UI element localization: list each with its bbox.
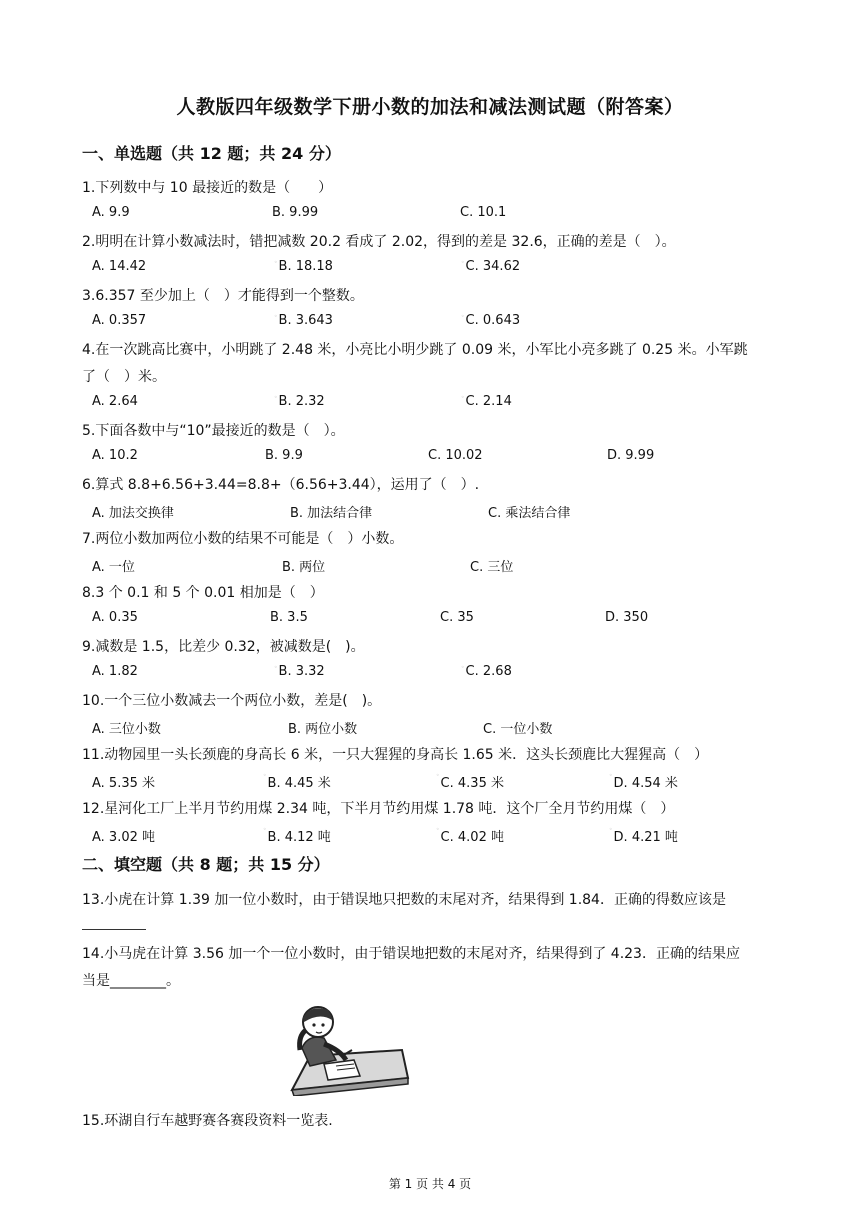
q5-option-b: B. 9.9 bbox=[265, 448, 303, 463]
q11-option-d: ◦D. 4.54 米 bbox=[609, 772, 678, 791]
q8-option-c: C. 35 bbox=[440, 610, 474, 625]
q12-option-c: ◦C. 4.02 吨 bbox=[436, 826, 504, 845]
tick-mark-icon: ◦ bbox=[274, 394, 278, 401]
q3-option-b: ◦B. 3.643 bbox=[274, 313, 333, 328]
section-heading-single-choice: 一、单选题（共 12 题；共 24 分） bbox=[82, 144, 341, 163]
q12-option-a: A. 3.02 吨 bbox=[92, 830, 156, 845]
q12-option-b: ◦B. 4.12 吨 bbox=[263, 826, 331, 845]
question-2: 2.明明在计算小数减法时，错把减数 20.2 看成了 2.02，得到的差是 32.6，正确的差是（ ）。 bbox=[82, 234, 676, 250]
tick-mark-icon: ◦ bbox=[436, 772, 440, 779]
q5-option-d: D. 9.99 bbox=[607, 448, 655, 463]
q11-option-b: ◦B. 4.45 米 bbox=[263, 772, 331, 791]
question-10: 10.一个三位小数减去一个两位小数，差是( )。 bbox=[82, 693, 382, 709]
q2-option-a: A. 14.42 bbox=[92, 259, 147, 274]
q6-option-a: A. 加法交换律 bbox=[92, 506, 174, 521]
q8-option-d: D. 350 bbox=[605, 610, 649, 625]
q4-option-c: ◦C. 2.14 bbox=[461, 394, 512, 409]
q9-option-b: ◦B. 3.32 bbox=[274, 664, 325, 679]
q8-option-b: B. 3.5 bbox=[270, 610, 308, 625]
tick-mark-icon: ◦ bbox=[461, 259, 465, 266]
question-1: 1.下列数中与 10 最接近的数是（ ） bbox=[82, 180, 333, 196]
tick-mark-icon: ◦ bbox=[263, 772, 267, 779]
tick-mark-icon: ◦ bbox=[461, 313, 465, 320]
boy-studying-illustration bbox=[280, 998, 410, 1096]
q11-option-c: ◦C. 4.35 米 bbox=[436, 772, 504, 791]
answer-blank-line bbox=[82, 929, 146, 930]
tick-mark-icon: ◦ bbox=[609, 826, 613, 833]
q5-option-a: A. 10.2 bbox=[92, 448, 138, 463]
q10-option-c: C. 一位小数 bbox=[483, 722, 553, 737]
question-11: 11.动物园里一头长颈鹿的身高长 6 米，一只大猩猩的身高长 1.65 米．这头长颈鹿比大猩猩高（ ） bbox=[82, 747, 709, 763]
q11-option-a: A. 5.35 米 bbox=[92, 776, 156, 791]
question-12: 12.星河化工厂上半月节约用煤 2.34 吨，下半月节约用煤 1.78 吨．这个厂全月节约用煤（ ） bbox=[82, 801, 675, 817]
question-14-line-1: 14.小马虎在计算 3.56 加一个一位小数时，由于错误地把数的末尾对齐，结果得到了 4.23．正确的结果应 bbox=[82, 946, 740, 962]
q6-option-c: C. 乘法结合律 bbox=[488, 506, 571, 521]
question-15: 15.环湖自行车越野赛各赛段资料一览表. bbox=[82, 1113, 333, 1129]
q5-option-c: C. 10.02 bbox=[428, 448, 483, 463]
q9-option-c: ◦C. 2.68 bbox=[461, 664, 512, 679]
q1-option-b: B. 9.99 bbox=[272, 205, 319, 220]
tick-mark-icon: ◦ bbox=[274, 259, 278, 266]
question-4-line-2: 了（ ）米。 bbox=[82, 369, 166, 385]
tick-mark-icon: ◦ bbox=[609, 772, 613, 779]
q4-option-b: ◦B. 2.32 bbox=[274, 394, 325, 409]
q6-option-b: B. 加法结合律 bbox=[290, 506, 373, 521]
q12-option-d: ◦D. 4.21 吨 bbox=[609, 826, 678, 845]
q1-option-c: C. 10.1 bbox=[460, 205, 507, 220]
page-footer: 第 1 页 共 4 页 bbox=[388, 1177, 472, 1191]
question-4-line-1: 4.在一次跳高比赛中，小明跳了 2.48 米，小亮比小明少跳了 0.09 米，小军比小亮多跳了 0.25 米。小军跳 bbox=[82, 342, 748, 358]
question-3: 3.6.357 至少加上（ ）才能得到一个整数。 bbox=[82, 288, 364, 304]
q4-option-a: A. 2.64 bbox=[92, 394, 138, 409]
q7-option-c: C. 三位 bbox=[470, 560, 514, 575]
tick-mark-icon: ◦ bbox=[436, 826, 440, 833]
tick-mark-icon: ◦ bbox=[461, 394, 465, 401]
section-heading-fill-in: 二、填空题（共 8 题；共 15 分） bbox=[82, 855, 330, 874]
question-5: 5.下面各数中与“10”最接近的数是（ ）。 bbox=[82, 423, 345, 439]
q3-option-a: A. 0.357 bbox=[92, 313, 147, 328]
q2-option-b: ◦B. 18.18 bbox=[274, 259, 333, 274]
tick-mark-icon: ◦ bbox=[274, 664, 278, 671]
q8-option-a: A. 0.35 bbox=[92, 610, 138, 625]
document-title: 人教版四年级数学下册小数的加法和减法测试题（附答案） bbox=[176, 96, 684, 118]
q10-option-a: A. 三位小数 bbox=[92, 722, 161, 737]
q9-option-a: A. 1.82 bbox=[92, 664, 138, 679]
question-7: 7.两位小数加两位小数的结果不可能是（ ）小数。 bbox=[82, 531, 404, 547]
question-9: 9.减数是 1.5，比差少 0.32，被减数是( )。 bbox=[82, 639, 365, 655]
q7-option-a: A. 一位 bbox=[92, 560, 135, 575]
question-14-line-2: 当是________。 bbox=[82, 973, 180, 989]
question-6: 6.算式 8.8+6.56+3.44=8.8+（6.56+3.44），运用了（ ）. bbox=[82, 477, 480, 493]
question-8: 8.3 个 0.1 和 5 个 0.01 相加是（ ） bbox=[82, 585, 324, 601]
q1-option-a: A. 9.9 bbox=[92, 205, 130, 220]
q2-option-c: ◦C. 34.62 bbox=[461, 259, 521, 274]
q3-option-c: ◦C. 0.643 bbox=[461, 313, 521, 328]
tick-mark-icon: ◦ bbox=[263, 826, 267, 833]
question-13: 13.小虎在计算 1.39 加一位小数时，由于错误地只把数的末尾对齐，结果得到 1.84．正确的得数应该是 bbox=[82, 892, 726, 908]
tick-mark-icon: ◦ bbox=[461, 664, 465, 671]
tick-mark-icon: ◦ bbox=[274, 313, 278, 320]
q7-option-b: B. 两位 bbox=[282, 560, 326, 575]
q10-option-b: B. 两位小数 bbox=[288, 722, 358, 737]
